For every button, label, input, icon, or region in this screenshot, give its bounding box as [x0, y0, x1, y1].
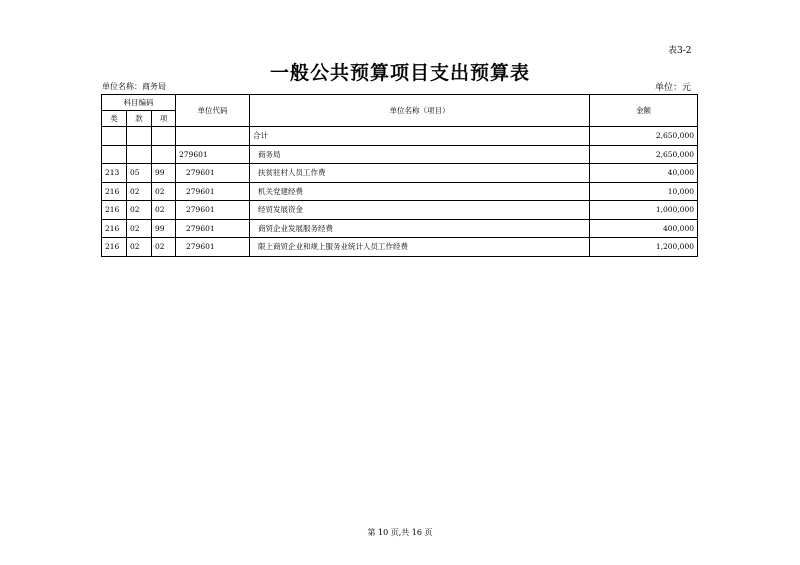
table-cell — [102, 145, 127, 164]
cell-amount: 40,000 — [590, 164, 698, 183]
cell-amount: 400,000 — [590, 219, 698, 238]
cell-project-name: 机关党建经费 — [250, 182, 590, 201]
unit-row-amount: 2,650,000 — [590, 145, 698, 164]
cell-unit-code: 279601 — [176, 182, 250, 201]
table-cell — [127, 127, 152, 146]
table-reference: 表3-2 — [668, 46, 692, 56]
total-amount: 2,650,000 — [590, 127, 698, 146]
cell-kuan: 02 — [127, 182, 152, 201]
cell-project-name: 经贸发展资金 — [250, 201, 590, 220]
table-row — [102, 201, 698, 220]
unit-row-name: 商务局 — [250, 145, 590, 164]
unit-row-code: 279601 — [176, 145, 250, 164]
cell-project-name: 商贸企业发展服务经费 — [250, 219, 590, 238]
cell-project-name: 限上商贸企业和规上服务业统计人员工作经费 — [250, 238, 590, 257]
unit-row — [102, 145, 698, 164]
table-cell — [102, 127, 127, 146]
cell-project-name: 扶贫驻村人员工作费 — [250, 164, 590, 183]
header-xiang: 项 — [152, 111, 176, 127]
cell-xiang: 99 — [152, 219, 176, 238]
unit-name-label: 单位名称：商务局 — [102, 82, 166, 91]
cell-xiang: 02 — [152, 182, 176, 201]
cell-unit-code: 279601 — [176, 201, 250, 220]
table-cell — [152, 127, 176, 146]
page-number: 第 10 页,共 16 页 — [367, 528, 433, 537]
table-row — [102, 238, 698, 257]
cell-kuan: 02 — [127, 238, 152, 257]
table-cell — [127, 145, 152, 164]
cell-amount: 10,000 — [590, 182, 698, 201]
page-title: 一般公共预算项目支出预算表 — [269, 62, 530, 84]
cell-kuan: 02 — [127, 201, 152, 220]
total-label: 合计 — [250, 127, 590, 146]
cell-xiang: 02 — [152, 201, 176, 220]
cell-kuan: 05 — [127, 164, 152, 183]
cell-kuan: 02 — [127, 219, 152, 238]
budget-table — [101, 94, 698, 257]
cell-unit-code: 279601 — [176, 164, 250, 183]
cell-lei: 216 — [102, 238, 127, 257]
header-unit-project: 单位名称（项目） — [250, 95, 590, 127]
cell-lei: 216 — [102, 182, 127, 201]
cell-lei: 216 — [102, 201, 127, 220]
cell-amount: 1,000,000 — [590, 201, 698, 220]
table-row — [102, 164, 698, 183]
cell-unit-code: 279601 — [176, 219, 250, 238]
header-kuan: 款 — [127, 111, 152, 127]
header-unit-code: 单位代码 — [176, 95, 250, 127]
header-subject-code: 科目编码 — [102, 95, 176, 111]
table-header-row — [102, 95, 698, 111]
cell-amount: 1,200,000 — [590, 238, 698, 257]
table-cell — [152, 145, 176, 164]
header-amount: 金额 — [590, 95, 698, 127]
table-cell — [176, 127, 250, 146]
cell-xiang: 02 — [152, 238, 176, 257]
cell-unit-code: 279601 — [176, 238, 250, 257]
table-row — [102, 219, 698, 238]
total-row — [102, 127, 698, 146]
currency-unit-label: 单位：元 — [655, 83, 692, 93]
header-lei: 类 — [102, 111, 127, 127]
cell-lei: 213 — [102, 164, 127, 183]
table-row — [102, 182, 698, 201]
cell-lei: 216 — [102, 219, 127, 238]
cell-xiang: 99 — [152, 164, 176, 183]
